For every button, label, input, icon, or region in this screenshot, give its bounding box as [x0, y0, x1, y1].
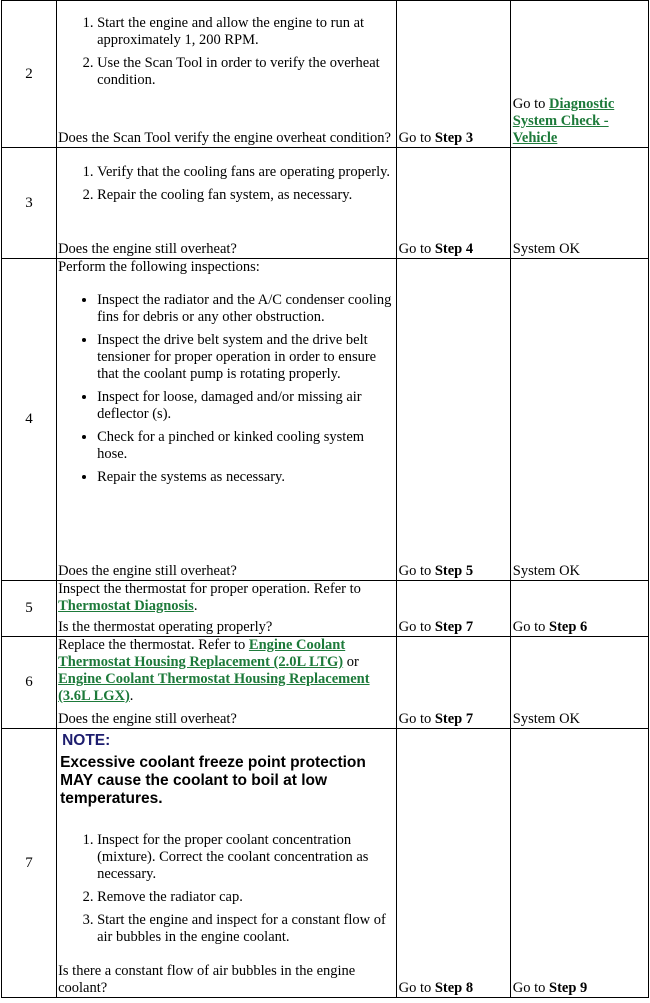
- inspection-item: • Inspect the radiator and the A/C condenser cooling fins for debris or any other obstruction.: [97, 292, 396, 326]
- no-cell: [510, 637, 648, 729]
- action-list: [57, 148, 396, 204]
- yes-prefix: Go to: [398, 619, 432, 635]
- step-row-4: [2, 259, 649, 581]
- step-row-6: [2, 637, 649, 729]
- no-prefix: Go to: [512, 980, 546, 996]
- yes-prefix: Go to: [398, 241, 432, 257]
- question-text: Does the engine still overheat?: [58, 563, 237, 579]
- action-item: 2. Use the Scan Tool in order to verify the overheat condition.: [97, 55, 396, 89]
- action-list: [57, 1, 396, 89]
- no-prefix: Go to: [512, 619, 546, 635]
- yes-prefix: Go to: [398, 711, 432, 727]
- no-cell: [510, 259, 648, 581]
- note-text: Excessive coolant freeze point protection MAY cause the coolant to boil at low temperatures.: [60, 754, 366, 807]
- no-step-link[interactable]: Step 9: [549, 980, 588, 996]
- yes-cell: [396, 637, 510, 729]
- yes-step-link[interactable]: Step 7: [434, 711, 474, 727]
- note-heading: NOTE:: [62, 732, 111, 749]
- step-number: 2: [2, 1, 57, 148]
- action-cell: [57, 259, 397, 581]
- yes-step-link[interactable]: Step 3: [434, 130, 474, 146]
- intro-text: Perform the following inspections:: [58, 259, 260, 275]
- inspection-item: • Inspect for loose, damaged and/or missing air deflector (s).: [97, 389, 396, 423]
- step-row-2: [2, 1, 649, 148]
- inspection-item: • Repair the systems as necessary.: [97, 469, 396, 486]
- step-row-7: [2, 729, 649, 998]
- diagnostic-steps-table: [1, 0, 649, 998]
- intro-text: Replace the thermostat. Refer to: [58, 637, 246, 653]
- step-number: 7: [2, 729, 57, 998]
- yes-step-link[interactable]: Step 8: [434, 980, 474, 996]
- action-list: [57, 808, 396, 946]
- action-cell: Replace the thermostat. Refer to Engine Coolant Thermostat Housing Replacement (2.0L LTG) or Engine Coolant Thermostat Housing Replacement (3.6L LGX). Does the engine still overheat?: [57, 637, 397, 729]
- no-step-link[interactable]: Step 6: [549, 619, 588, 635]
- yes-prefix: Go to: [398, 980, 432, 996]
- thermostat-diagnosis-link[interactable]: Thermostat Diagnosis: [58, 598, 194, 614]
- action-item: 1. Verify that the cooling fans are operating properly.: [97, 164, 396, 181]
- no-cell: [510, 729, 648, 998]
- no-result: System OK: [512, 563, 581, 579]
- yes-cell: [396, 729, 510, 998]
- intro-text: Inspect the thermostat for proper operation. Refer to: [58, 581, 361, 597]
- action-item: 2. Remove the radiator cap.: [97, 889, 396, 906]
- inspection-item: • Inspect the drive belt system and the drive belt tensioner for proper operation in order to ensure that the coolant pump is rotating properly.: [97, 332, 396, 383]
- yes-cell: [396, 1, 510, 148]
- question-text: Does the engine still overheat?: [58, 711, 237, 727]
- question-text: Is the thermostat operating properly?: [58, 619, 273, 635]
- step-number: 4: [2, 259, 57, 581]
- diagnostic-system-check-link[interactable]: Diagnostic System Check - Vehicle: [512, 96, 615, 146]
- question-text: Is there a constant flow of air bubbles in the engine coolant?: [58, 963, 356, 996]
- yes-step-link[interactable]: Step 7: [434, 619, 474, 635]
- yes-prefix: Go to: [398, 563, 432, 579]
- no-prefix: Go to: [512, 96, 546, 112]
- yes-step-link[interactable]: Step 4: [434, 241, 474, 257]
- no-cell: [510, 581, 648, 637]
- no-result: System OK: [512, 241, 581, 257]
- yes-cell: [396, 148, 510, 259]
- action-item: 3. Start the engine and inspect for a constant flow of air bubbles in the engine coolant.: [97, 912, 396, 946]
- step-number: 6: [2, 637, 57, 729]
- no-result: System OK: [512, 711, 581, 727]
- no-cell: [510, 1, 648, 148]
- yes-step-link[interactable]: Step 5: [434, 563, 474, 579]
- step-row-3: [2, 148, 649, 259]
- yes-cell: [396, 581, 510, 637]
- action-item: 2. Repair the cooling fan system, as necessary.: [97, 187, 396, 204]
- yes-cell: [396, 259, 510, 581]
- step-number: 5: [2, 581, 57, 637]
- action-item: 1. Inspect for the proper coolant concentration (mixture). Correct the coolant concentration as necessary.: [97, 832, 396, 883]
- thermostat-housing-2-0l-link[interactable]: Engine Coolant Thermostat Housing Replacement (2.0L LTG): [58, 637, 346, 670]
- yes-prefix: Go to: [398, 130, 432, 146]
- action-cell: Inspect the thermostat for proper operation. Refer to Thermostat Diagnosis. Is the thermostat operating properly?: [57, 581, 397, 637]
- step-number: 3: [2, 148, 57, 259]
- action-item: 1. Start the engine and allow the engine to run at approximately 1, 200 RPM.: [97, 15, 396, 49]
- action-cell: [57, 1, 397, 148]
- intro-connector: or: [346, 654, 359, 670]
- step-row-5: [2, 581, 649, 637]
- thermostat-housing-3-6l-link[interactable]: Engine Coolant Thermostat Housing Replacement (3.6L LGX): [58, 671, 370, 704]
- question-text: Does the Scan Tool verify the engine overheat condition?: [58, 130, 391, 146]
- action-cell: [57, 729, 397, 998]
- inspection-list: [57, 276, 396, 486]
- no-cell: [510, 148, 648, 259]
- inspection-item: • Check for a pinched or kinked cooling system hose.: [97, 429, 396, 463]
- action-cell: [57, 148, 397, 259]
- question-text: Does the engine still overheat?: [58, 241, 237, 257]
